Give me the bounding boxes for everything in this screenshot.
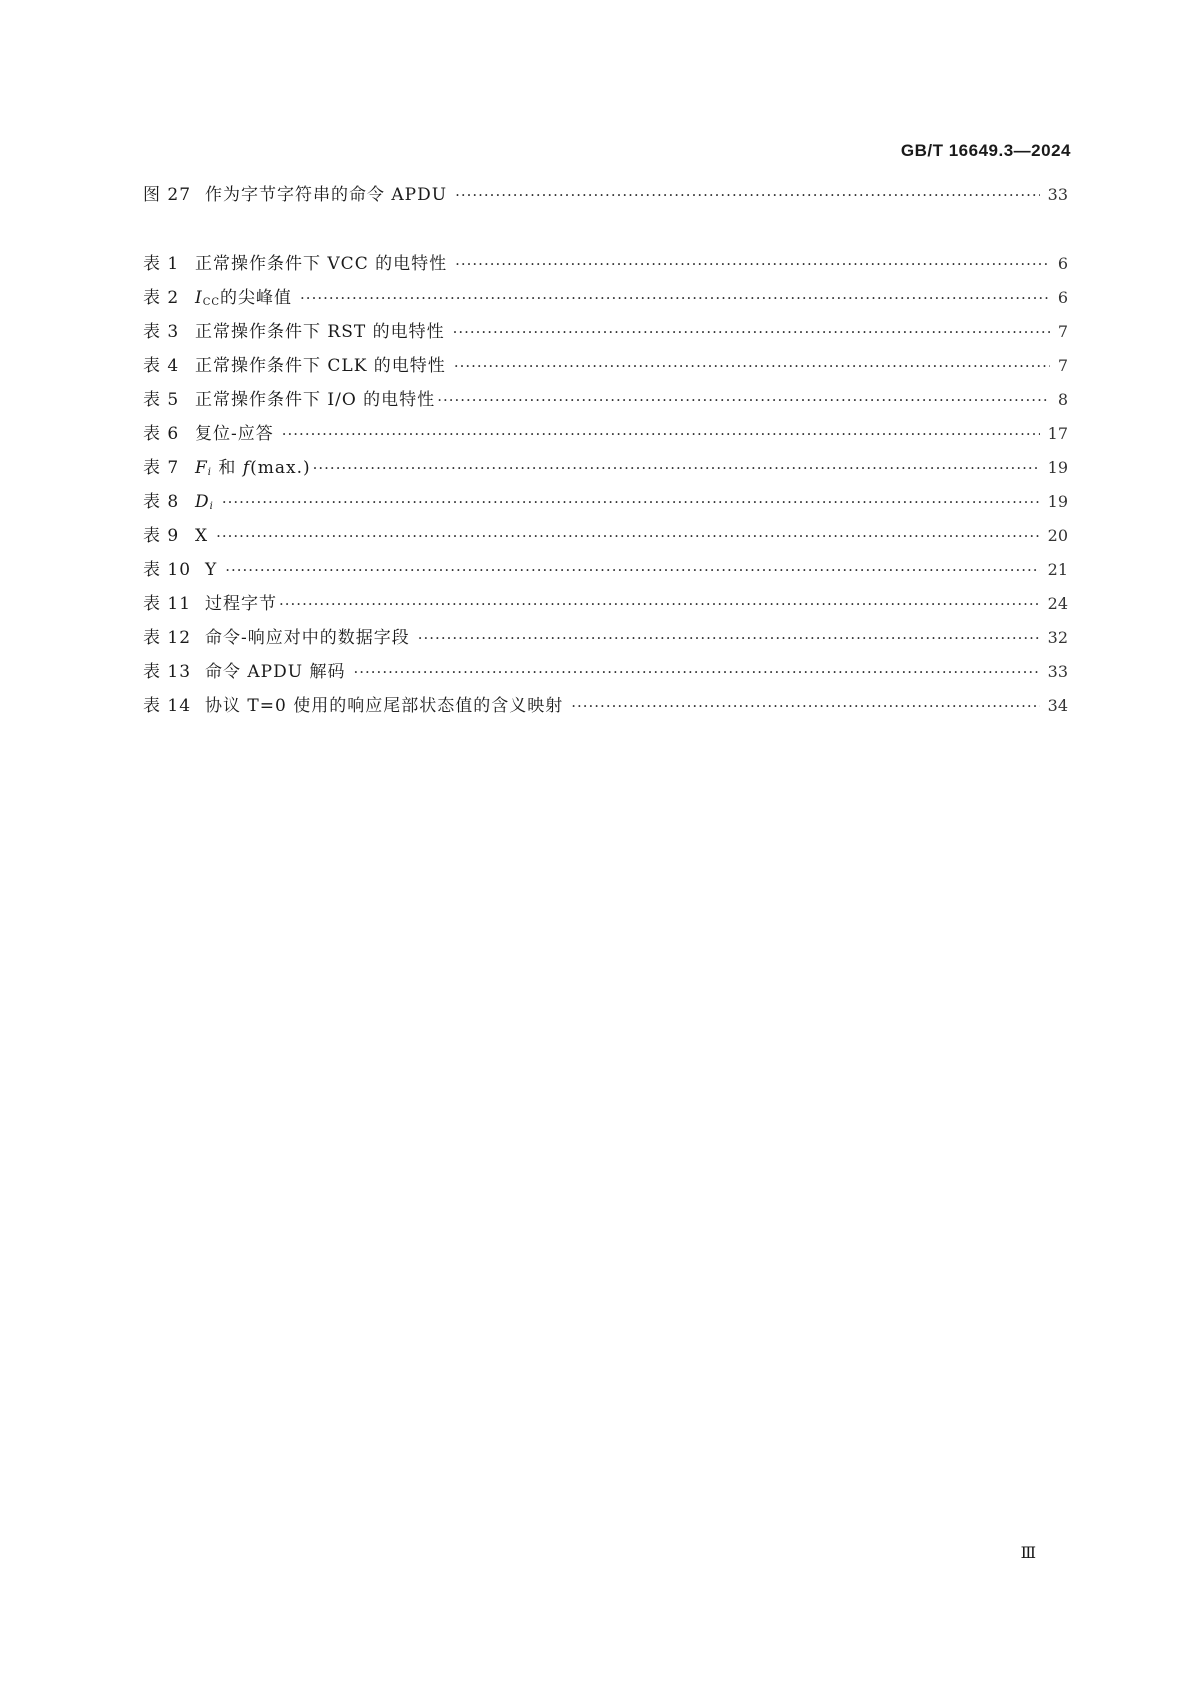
dot-leader xyxy=(225,558,1039,582)
dot-leader xyxy=(437,388,1050,412)
entry-page: 8 xyxy=(1057,390,1068,409)
entry-title: 命令-响应对中的数据字段 xyxy=(205,628,410,648)
entry-page: 33 xyxy=(1047,185,1068,204)
toc-entry-table-10[interactable] xyxy=(143,558,1068,582)
entry-label: 表 2 xyxy=(143,288,180,308)
entry-title: Y xyxy=(205,560,218,580)
dot-leader xyxy=(454,354,1050,378)
dot-leader xyxy=(455,252,1050,276)
entry-label: 表 14 xyxy=(143,696,192,716)
entry-label: 表 5 xyxy=(143,390,180,410)
entry-page: 7 xyxy=(1057,356,1068,375)
dot-leader xyxy=(216,524,1040,548)
entry-label: 表 6 xyxy=(143,424,180,444)
dot-leader xyxy=(300,286,1050,310)
entry-title: X xyxy=(195,526,209,546)
toc-entry-table-3[interactable] xyxy=(143,320,1068,344)
entry-label: 表 7 xyxy=(143,458,180,478)
toc-entry-table-9[interactable] xyxy=(143,524,1068,548)
toc-entry-table-4[interactable] xyxy=(143,354,1068,378)
entry-page: 19 xyxy=(1047,492,1068,511)
entry-page: 32 xyxy=(1047,628,1068,647)
entry-label: 表 1 xyxy=(143,254,180,274)
entry-label: 表 8 xyxy=(143,492,180,512)
toc-entry-table-13[interactable] xyxy=(143,660,1068,684)
document-id: GB/T 16649.3—2024 xyxy=(900,141,1071,160)
entry-title: 正常操作条件下 VCC 的电特性 xyxy=(195,254,448,274)
entry-title: $I_{CC}$的尖峰值 xyxy=(195,288,293,308)
entry-page: 33 xyxy=(1047,662,1068,681)
dot-leader xyxy=(571,694,1039,718)
entry-page: 6 xyxy=(1057,288,1068,307)
dot-leader xyxy=(313,456,1040,480)
toc-entry-figure-27[interactable] xyxy=(143,183,1068,207)
entry-page: 17 xyxy=(1047,424,1068,443)
dot-leader xyxy=(418,626,1040,650)
entry-title: 过程字节 xyxy=(205,594,277,614)
entry-title: $D_i$ xyxy=(195,492,214,512)
entry-title: 协议 T=0 使用的响应尾部状态值的含义映射 xyxy=(205,696,564,716)
dot-leader xyxy=(353,660,1039,684)
entry-label: 表 13 xyxy=(143,662,192,682)
entry-page: 7 xyxy=(1057,322,1068,341)
entry-page: 24 xyxy=(1047,594,1068,613)
dot-leader xyxy=(279,592,1040,616)
toc-entry-table-1[interactable] xyxy=(143,252,1068,276)
toc-entry-table-14[interactable] xyxy=(143,694,1068,718)
entry-title: 正常操作条件下 I/O 的电特性 xyxy=(195,390,436,410)
entry-title: 作为字节字符串的命令 APDU xyxy=(205,185,448,205)
toc-entry-table-2[interactable] xyxy=(143,286,1068,310)
entry-label: 图 27 xyxy=(143,185,192,205)
toc-entry-table-6[interactable] xyxy=(143,422,1068,446)
toc-entry-table-5[interactable] xyxy=(143,388,1068,412)
entry-page: 34 xyxy=(1047,696,1068,715)
toc-entry-table-12[interactable] xyxy=(143,626,1068,650)
entry-label: 表 4 xyxy=(143,356,180,376)
entry-page: 20 xyxy=(1047,526,1068,545)
dot-leader xyxy=(282,422,1040,446)
entry-title: 复位-应答 xyxy=(195,424,274,444)
entry-label: 表 9 xyxy=(143,526,180,546)
entry-page: 21 xyxy=(1047,560,1068,579)
toc-entry-table-7[interactable] xyxy=(143,456,1068,480)
entry-page: 6 xyxy=(1057,254,1068,273)
page-number: Ⅲ xyxy=(1020,1543,1036,1562)
dot-leader xyxy=(453,320,1050,344)
dot-leader xyxy=(455,183,1040,207)
entry-title: $F_i$ 和 f(max.) xyxy=(195,458,311,478)
entry-title: 正常操作条件下 CLK 的电特性 xyxy=(195,356,446,376)
toc-entry-table-11[interactable] xyxy=(143,592,1068,616)
dot-leader xyxy=(222,490,1040,514)
entry-label: 表 3 xyxy=(143,322,180,342)
entry-title: 命令 APDU 解码 xyxy=(205,662,346,682)
toc-entry-table-8[interactable] xyxy=(143,490,1068,514)
entry-title: 正常操作条件下 RST 的电特性 xyxy=(195,322,445,342)
entry-label: 表 10 xyxy=(143,560,192,580)
entry-page: 19 xyxy=(1047,458,1068,477)
entry-label: 表 12 xyxy=(143,628,192,648)
entry-label: 表 11 xyxy=(143,594,192,614)
